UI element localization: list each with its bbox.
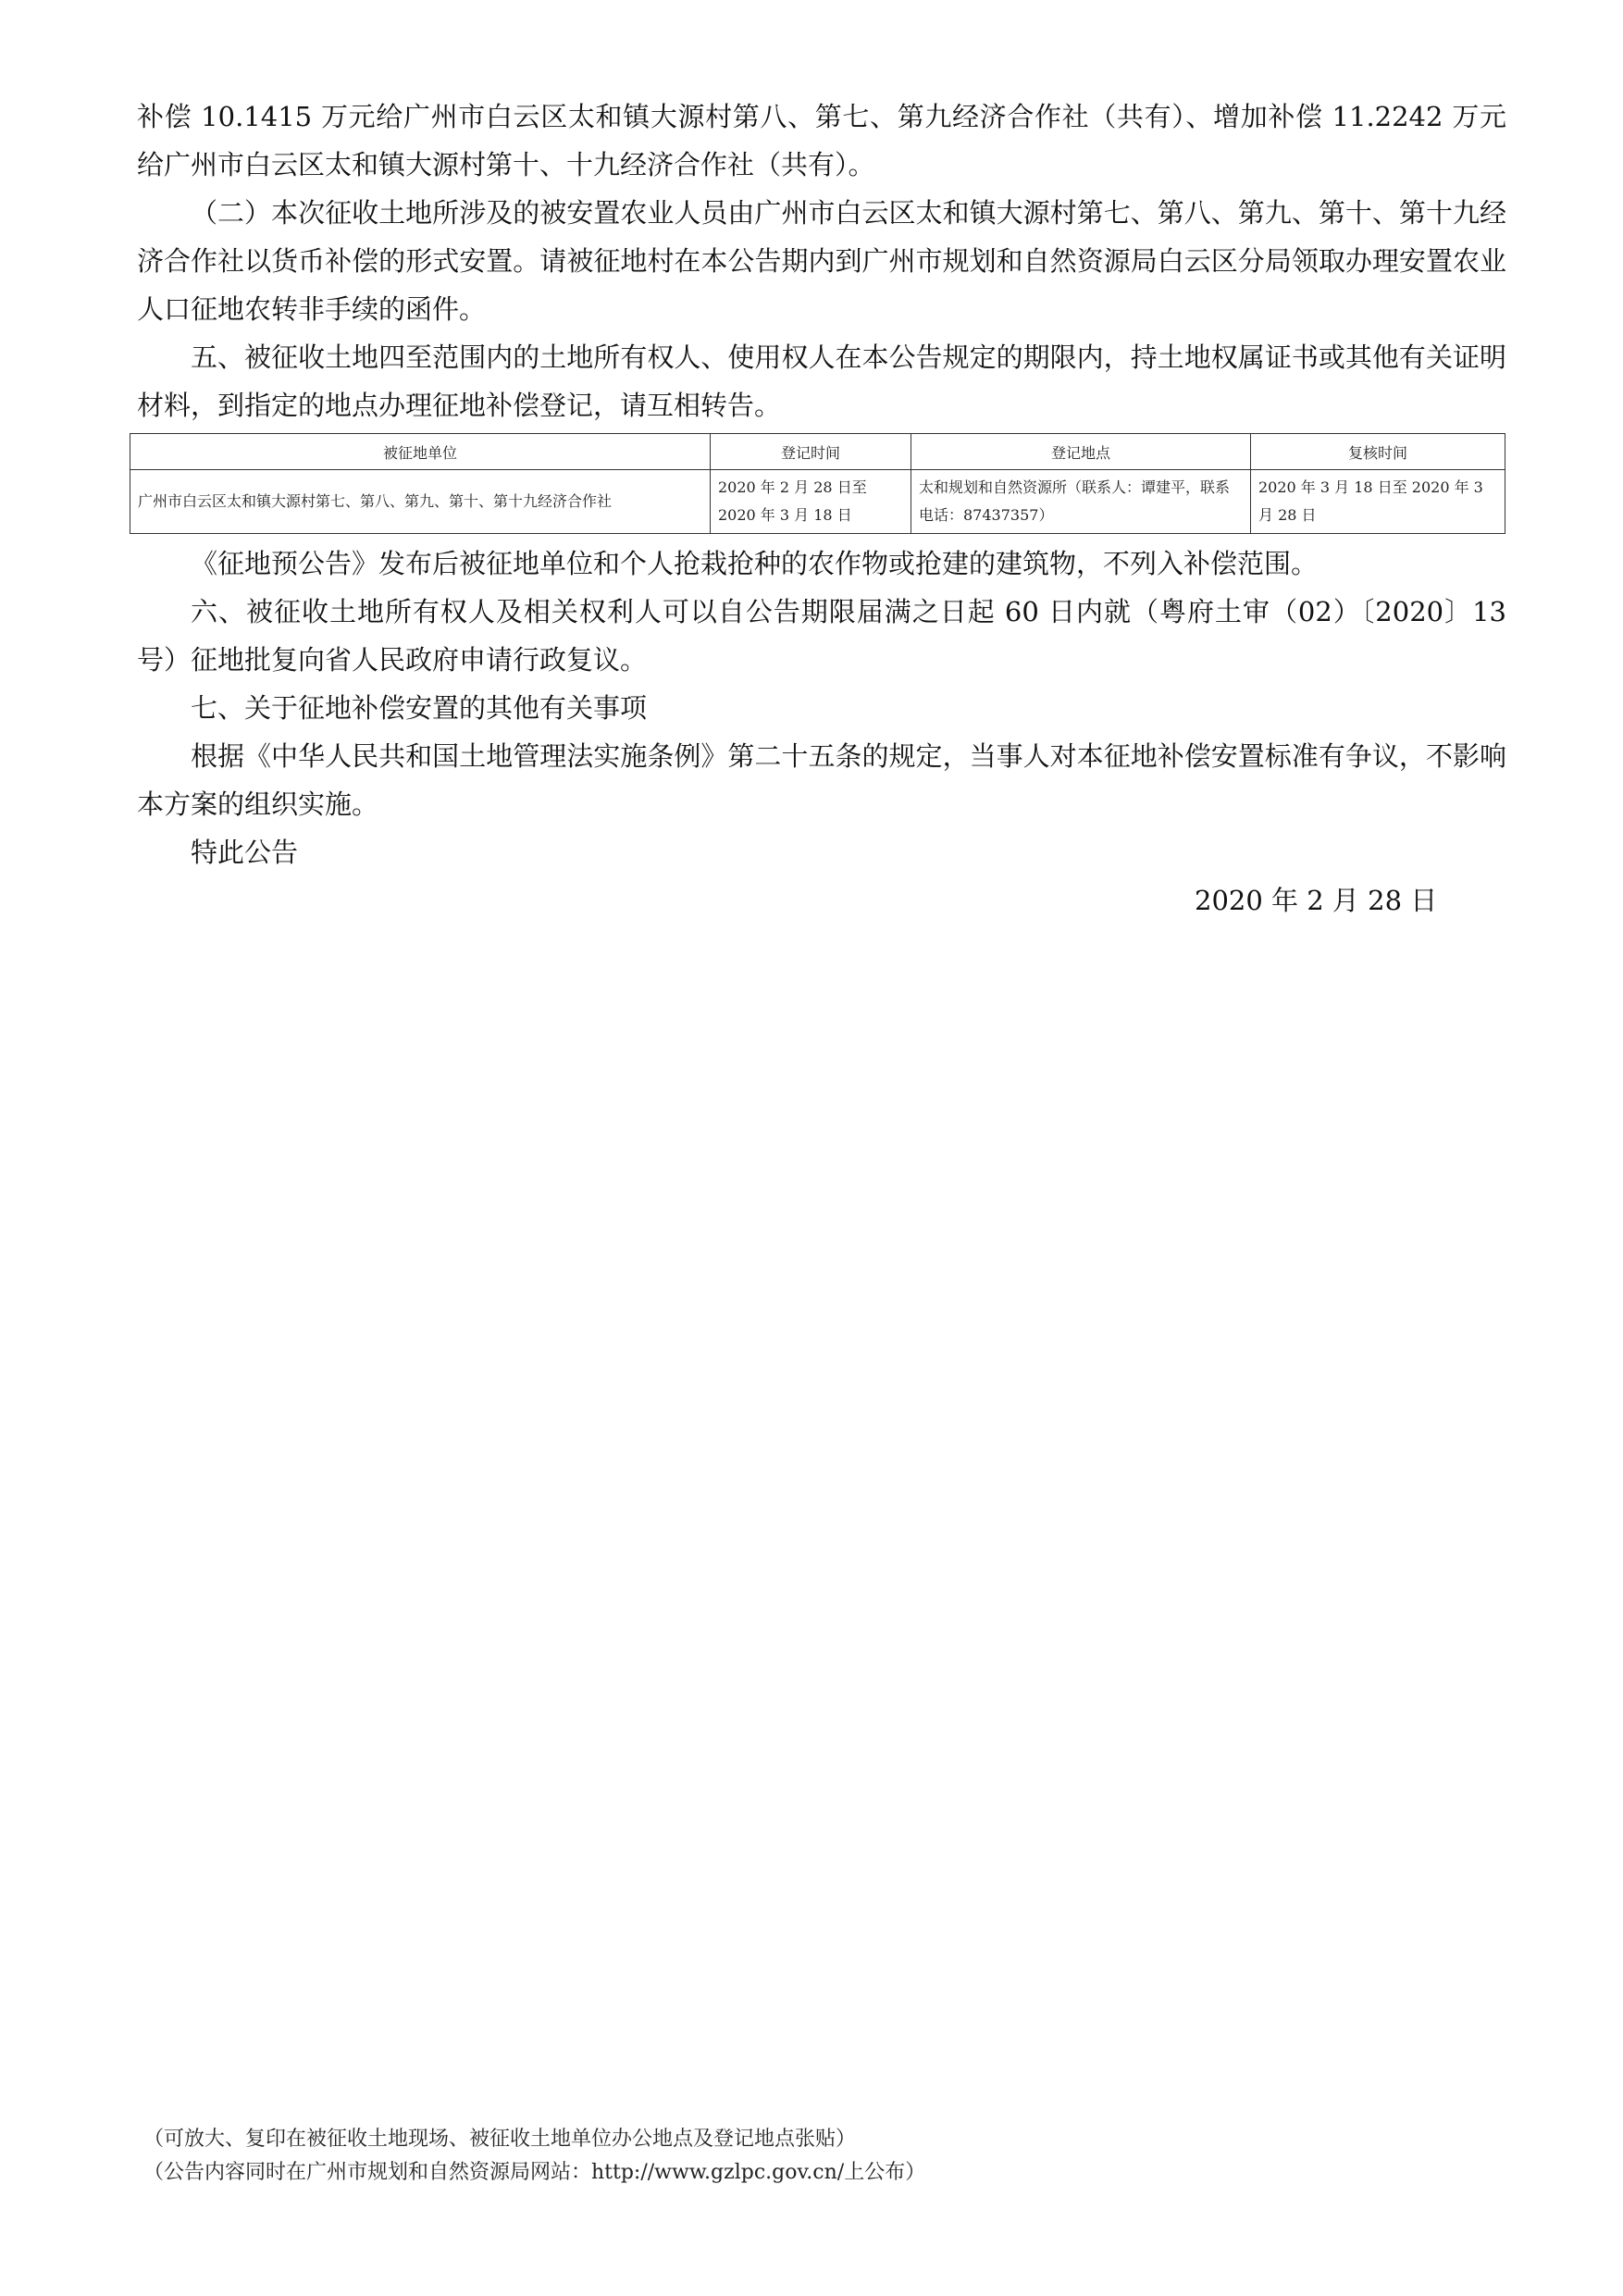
footer-posting-note: （可放大、复印在被征收土地现场、被征收土地单位办公地点及登记地点张贴） — [143, 2128, 857, 2151]
document-body — [137, 93, 1506, 925]
cell-unit: 广州市白云区太和镇大源村第七、第八、第九、第十、第十九经济合作社 — [130, 470, 711, 534]
cell-review-time: 2020 年 3 月 18 日至 2020 年 3 月 28 日 — [1251, 470, 1505, 534]
header-registration-time: 登记时间 — [711, 434, 911, 470]
paragraph-resettlement: （二）本次征收土地所涉及的被安置农业人员由广州市白云区太和镇大源村第七、第八、第九、第十、第十九经济合作社以货币补偿的形式安置。请被征地村在本公告期内到广州市规划和自然资源局白云区分局领取办理安置农业人口征地农转非手续的函件。 — [137, 197, 1506, 325]
paragraph-administrative-review: 六、被征收土地所有权人及相关权利人可以自公告期限届满之日起 60 日内就（粤府土审（02）〔2020〕13 号）征地批复向省人民政府申请行政复议。 — [137, 596, 1506, 676]
footer-website-note: （公告内容同时在广州市规划和自然资源局网站：http://www.gzlpc.gov.cn/上公布） — [143, 2161, 926, 2184]
header-unit: 被征地单位 — [130, 434, 711, 470]
paragraph-closing: 特此公告 — [191, 837, 299, 868]
cell-registration-time: 2020 年 2 月 28 日至 2020 年 3 月 18 日 — [711, 470, 911, 534]
paragraph-other-matters-heading: 七、关于征地补偿安置的其他有关事项 — [191, 692, 648, 724]
paragraph-compensation-amounts: 补偿 10.1415 万元给广州市白云区太和镇大源村第八、第七、第九经济合作社（共有）、增加补偿 11.2242 万元给广州市白云区太和镇大源村第十、十九经济合作社（共有）。 — [137, 101, 1506, 180]
paragraph-pre-announcement: 《征地预公告》发布后被征地单位和个人抢栽抢种的农作物或抢建的建筑物，不列入补偿范围。 — [191, 548, 1319, 579]
paragraph-registration-notice: 五、被征收土地四至范围内的土地所有权人、使用权人在本公告规定的期限内，持土地权属证书或其他有关证明材料，到指定的地点办理征地补偿登记，请互相转告。 — [137, 341, 1506, 421]
header-registration-place: 登记地点 — [911, 434, 1251, 470]
cell-registration-place: 太和规划和自然资源所（联系人：谭建平，联系电话：87437357） — [911, 470, 1251, 534]
header-review-time: 复核时间 — [1251, 434, 1505, 470]
footer-notes — [143, 2123, 1485, 2190]
registration-table — [130, 433, 1505, 534]
table-header-row — [130, 434, 1505, 470]
paragraph-regulation-basis: 根据《中华人民共和国土地管理法实施条例》第二十五条的规定，当事人对本征地补偿安置标准有争议，不影响本方案的组织实施。 — [137, 740, 1506, 820]
table-row — [130, 470, 1505, 534]
announcement-date: 2020 年 2 月 28 日 — [1195, 885, 1438, 916]
